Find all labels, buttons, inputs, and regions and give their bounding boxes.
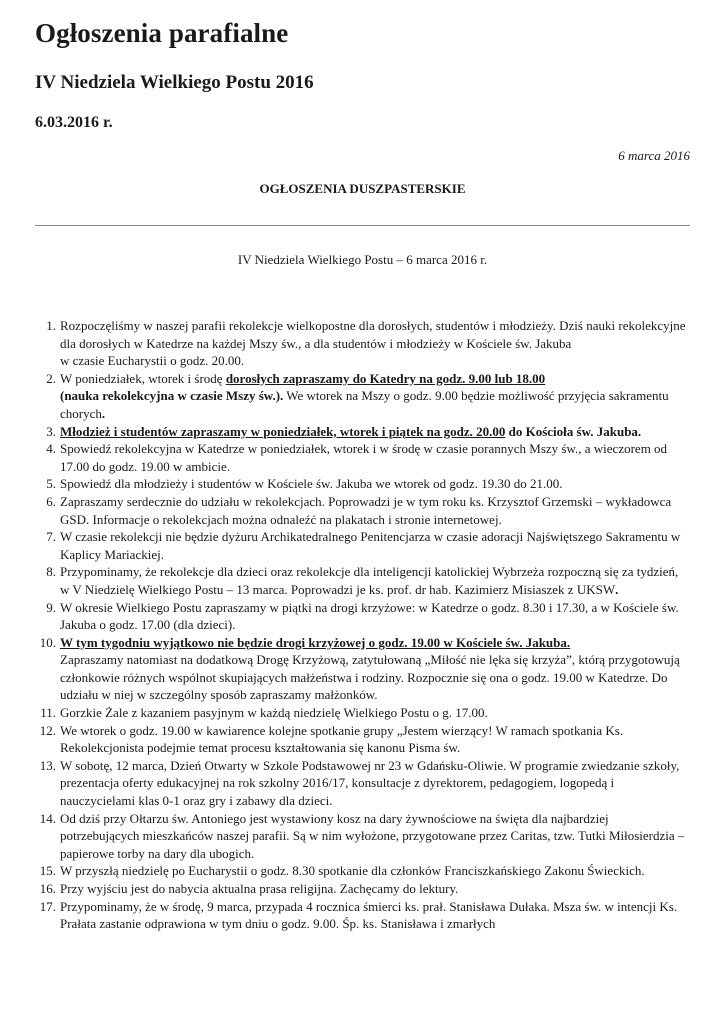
item-number: 11. [40, 705, 56, 721]
item-emphasis: do Kościoła św. Jakuba. [505, 423, 642, 439]
list-item [39, 634, 690, 704]
item-text: W przyszłą niedzielę po Eucharystii o godz. 8.30 spotkanie dla członków Franciszkańskiego Zakonu Świeckich. [60, 863, 645, 879]
section-title: OGŁOSZENIA DUSZPASTERSKIE [259, 181, 466, 196]
list-item [46, 440, 690, 475]
item-number: 9. [46, 599, 56, 615]
item-number: 8. [46, 564, 56, 580]
item-number: 4. [46, 441, 56, 457]
item-number: 2. [46, 370, 56, 386]
list-item [46, 528, 690, 563]
item-text: Zapraszamy natomiast na dodatkową Drogę Krzyżową, zatytułowaną „Miłość nie lęka się krzyża”, którą przygotowują członkowie różnych wspólnot skupiających małżeństwa i rodziny. Rozpocznie się ona o godz. 19.00 w Katedrze. Do udziału w niej w szczególny sposób zapraszamy małżonków. [60, 652, 680, 703]
list-item [39, 880, 690, 898]
item-emphasis: dorosłych zapraszamy do Katedry na godz. 9.00 lub 18.00 [225, 370, 546, 386]
item-text: . [101, 405, 106, 421]
list-item [46, 599, 690, 634]
item-text: Przypominamy, że w środę, 9 marca, przypada 4 rocznica śmierci ks. prał. Stanisława Dułaka. Msza św. w intencji Ks. Prałata zastanie odprawiona w tym dniu o godz. 9.00. Śp. ks. Stanisława i zmarłych [60, 898, 678, 932]
horizontal-divider [35, 225, 690, 226]
list-item [40, 704, 690, 722]
item-number: 16. [39, 881, 56, 896]
body-subtitle: IV Niedziela Wielkiego Postu – 6 marca 2016 r. [237, 252, 488, 267]
page-title: Ogłoszenia parafialne [35, 18, 289, 48]
list-item [39, 722, 690, 757]
item-text: Od dziś przy Ołtarzu św. Antoniego jest wystawiony kosz na dary żywnościowe na święta dla najbardziej potrzebujących mieszkańców naszej parafii. Są w nim wyłożone, przygotowane przez Caritas, tzw. Tutki Miłosierdzia – papierowe torby na dary dla ubogich. [60, 810, 685, 861]
item-number: 7. [46, 529, 56, 545]
list-item [39, 757, 690, 810]
item-number: 10. [39, 634, 56, 650]
list-item [39, 862, 690, 880]
item-number: 17. [39, 898, 56, 914]
page-subtitle: IV Niedziela Wielkiego Postu 2016 [35, 72, 314, 93]
item-emphasis: W tym tygodniu wyjątkowo nie będzie drogi krzyżowej o godz. 19.00 w Kościele św. Jakuba. [60, 634, 571, 650]
item-number: 3. [46, 423, 56, 439]
list-item [46, 475, 690, 493]
item-emphasis: (nauka rekolekcyjna w czasie Mszy św.). [60, 388, 284, 404]
item-text: We wtorek na Mszy o godz. 9.00 będzie możliwość przyjęcia sakramentu chorych [60, 388, 669, 421]
item-text: Zapraszamy serdecznie do udziału w rekolekcjach. Poprowadzi je w tym roku ks. Krzysztof Grzemski – wykładowca GSD. Informacje o rekolekcjach można odnaleźć na plakatach i stronie internetowej. [60, 493, 672, 527]
item-text: W sobotę, 12 marca, Dzień Otwarty w Szkole Podstawowej nr 23 w Gdańsku-Oliwie. W programie zwiedzanie szkoły, prezentacja oferty edukacyjnej na rok szkolny 2016/17, konsultacje z dyrektorem, pedagogiem, logopedą i nauczycielami klas 0-1 oraz gry i zabawy dla dzieci. [60, 757, 680, 809]
list-item [46, 370, 690, 423]
item-text: Przy wyjściu jest do nabycia aktualna prasa religijna. Zachęcamy do lektury. [60, 881, 459, 896]
item-text: W czasie rekolekcji nie będzie dyżuru Archikatedralnego Penitencjarza w czasie adoracji Najświętszego Sakramentu w Kaplicy Mariackiej. [60, 529, 681, 562]
item-emphasis: Młodzież i studentów zapraszamy w poniedziałek, wtorek i piątek na godz. 20.00 [60, 423, 506, 439]
list-item [46, 317, 690, 370]
item-number: 14. [39, 810, 56, 826]
item-text: w czasie Eucharystii o godz. 20.00. [60, 353, 245, 369]
item-number: 1. [46, 318, 56, 333]
list-item [39, 810, 690, 863]
item-number: 6. [46, 493, 56, 509]
list-item [46, 493, 690, 528]
item-text: Spowiedź rekolekcyjna w Katedrze w poniedziałek, wtorek i w środę w czasie porannych Mszy św., a wieczorem od 17.00 do godz. 19.00 w ambicie. [60, 441, 668, 474]
item-text: W poniedziałek, wtorek i środę [60, 370, 226, 386]
item-number: 12. [39, 722, 56, 738]
item-text: W okresie Wielkiego Postu zapraszamy w piątki na drogi krzyżowe: w Katedrze o godz. 8.30 i 17.30, a w Kościele św. Jakuba o godz. 17.00 (dla dzieci). [60, 599, 679, 633]
date-heading: 6.03.2016 r. [35, 114, 113, 131]
item-text: Rozpoczęliśmy w naszej parafii rekolekcje wielkopostne dla dorosłych, studentów i młodzieży. Dziś nauki rekolekcyjne dla dorosłych w Katedrze na każdej Mszy św., a dla studentów i młodzieży w Kościele św. Jakuba [60, 318, 686, 351]
item-number: 13. [39, 757, 56, 773]
announcement-list [39, 317, 690, 933]
item-text: We wtorek o godz. 19.00 w kawiarence kolejne spotkanie grupy „Jestem wierzący! W ramach spotkania Ks. Rekolekcjonista podejmie temat procesu kształtowania się kanonu Pisma św. [60, 722, 624, 756]
list-item [39, 898, 690, 933]
item-text: Gorzkie Żale z kazaniem pasyjnym w każdą niedzielę Wielkiego Postu o g. 17.00. [60, 705, 488, 721]
item-number: 5. [46, 476, 56, 492]
item-text: Spowiedź dla młodzieży i studentów w Kościele św. Jakuba we wtorek od godz. 19.30 do 21.00. [60, 476, 563, 492]
date-right: 6 marca 2016 [618, 148, 690, 163]
list-item [46, 423, 690, 441]
item-number: 15. [39, 863, 56, 879]
item-text: . [615, 581, 619, 597]
item-text: Przypominamy, że rekolekcje dla dzieci oraz rekolekcje dla inteligencji katolickiej Wybrzeża rozpoczną się za tydzień, w V Niedzielę Wielkiego Postu – 13 marca. Poprowadzi je ks. prof. dr hab. Kazimierz Misiaszek z UKSW [60, 564, 679, 597]
list-item [46, 563, 690, 598]
